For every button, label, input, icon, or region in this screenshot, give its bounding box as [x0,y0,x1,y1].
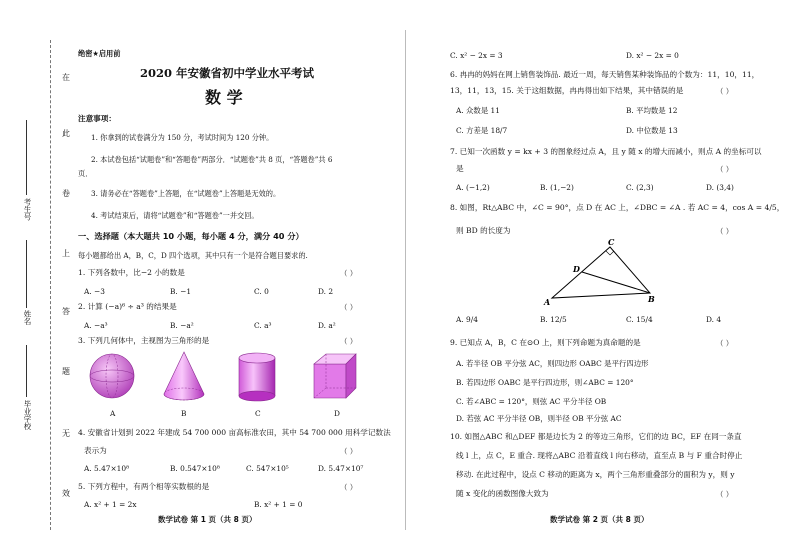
note-item: 2. 本试卷包括“试题卷”和“答题卷”两部分．“试题卷”共 8 页，“答题卷”共 6 [91,155,333,164]
binding-char: 效 [62,489,70,498]
question-7-text-cont: 是 [456,164,464,173]
note-item: 4. 考试结束后，请将“试题卷”和“答题卷”一并交回。 [91,211,259,220]
binding-char: 上 [62,249,70,258]
q3-label-a: A [110,409,116,418]
q3-label-c: C [255,409,261,418]
q8-option-a: A. 9/4 [456,315,478,324]
q7-option-b: B. (1,−2) [540,183,574,192]
sphere-figure [90,354,134,398]
question-10-text: 10. 如图△ABC 和△DEF 都是边长为 2 的等边三角形，它们的边 BC，EF 在同一条直 [450,432,742,441]
candidate-number-label: 考生号 [23,198,32,221]
q6-option-d: D. 中位数是 13 [626,126,678,135]
q1-option-c: C. 0 [254,287,269,296]
q7-option-a: A. (−1,2) [456,183,490,192]
answer-paren: （ ） [340,447,358,456]
q6-option-b: B. 平均数是 12 [626,106,678,115]
answer-paren: （ ） [340,303,358,312]
note-item: 1. 你拿到的试卷满分为 150 分，考试时间为 120 分钟。 [91,133,274,142]
q3-label-d: D [334,409,340,418]
section-intro: 每小题都给出 A，B，C，D 四个选项，其中只有一个是符合题目要求的. [78,251,308,260]
notes-title: 注意事项： [78,114,116,123]
q9-option-c: C. 若∠ABC = 120°，则弦 AC 平分半径 OB [456,397,607,406]
q3-figures [88,350,358,402]
exam-title: 2020 年安徽省初中学业水平考试 [140,66,315,80]
q8-option-d: D. 4 [706,315,722,324]
q6-option-a: A. 众数是 11 [456,106,500,115]
q4-option-a: A. 5.47×10⁸ [84,464,130,473]
question-6-text-cont: 13，11，13，15. 关于这组数据，冉冉得出如下结果，其中错误的是 [450,86,684,95]
section-heading: 一、选择题（本大题共 10 小题，每小题 4 分，满分 40 分） [78,231,304,241]
binding-line [50,40,51,530]
question-8-text: 8. 如图，Rt△ABC 中，∠C = 90°，点 D 在 AC 上，∠DBC = ∠A . 若 AC = 4，cos A = 4/5， [450,203,785,212]
q4-option-b: B. 0.547×10⁸ [170,464,220,473]
q1-option-a: A. −3 [84,287,105,296]
answer-paren: （ ） [340,269,358,278]
cylinder-figure [239,353,275,401]
binding-char: 无 [62,429,70,438]
note-item: 页． [78,169,93,178]
q4-option-d: D. 5.47×10⁷ [318,464,364,473]
q1-option-b: B. −1 [170,287,192,296]
question-10-text-cont: 随 x 变化的函数图像大致为 [456,489,549,498]
question-3-text: 3. 下列几何体中，主视图为三角形的是 [78,336,210,345]
page-2-footer: 数学试卷 第 2 页（共 8 页） [550,515,649,524]
answer-paren: （ ） [716,165,734,174]
question-10-text-cont: 移动. 在此过程中，设点 C 移动的距离为 x，两个三角形重叠部分的面积为 y，则 y [456,470,735,479]
question-2-text: 2. 计算 (−a)⁶ ÷ a³ 的结果是 [78,302,177,311]
point-label: B [648,294,655,304]
name-label: 姓名 [23,310,32,325]
q3-label-b: B [181,409,187,418]
q2-option-d: D. a² [318,321,336,330]
q8-triangle-figure [540,238,665,308]
name-line[interactable] [26,240,27,308]
q5-option-a: A. x² + 1 = 2x [84,500,137,509]
cube-figure [314,354,356,398]
candidate-number-line[interactable] [26,120,27,195]
answer-paren: （ ） [716,339,734,348]
question-1-text: 1. 下列各数中，比−2 小的数是 [78,268,185,277]
answer-paren: （ ） [340,483,358,492]
binding-char: 卷 [62,189,70,198]
point-label: D [573,264,580,274]
school-line[interactable] [26,345,27,397]
binding-char: 题 [62,367,70,376]
q2-option-c: C. a³ [254,321,272,330]
question-4-text-cont: 表示为 [84,446,107,455]
question-6-text: 6. 冉冉的妈妈在网上销售装饰品. 最近一周，每天销售某种装饰品的个数为：11，10，11， [450,70,760,79]
school-label: 毕业学校 [23,400,32,430]
q6-option-c: C. 方差是 18/7 [456,126,508,135]
q1-option-d: D. 2 [318,287,334,296]
binding-char: 答 [62,307,70,316]
q9-option-d: D. 若弦 AC 平分半径 OB，则半径 OB 平分弦 AC [456,414,622,423]
q7-option-d: D. (3,4) [706,183,734,192]
question-7-text: 7. 已知一次函数 y = kx + 3 的图象经过点 A，且 y 随 x 的增大而减小，则点 A 的坐标可以 [450,147,762,156]
cone-figure [164,352,204,400]
page-1-footer: 数学试卷 第 1 页（共 8 页） [158,515,257,524]
q9-option-b: B. 若四边形 OABC 是平行四边形，则∠ABC = 120° [456,378,634,387]
q5-option-d: D. x² − 2x = 0 [626,51,679,60]
q7-option-c: C. (2,3) [626,183,654,192]
binding-char: 此 [62,129,70,138]
answer-paren: （ ） [716,227,734,236]
q2-option-b: B. −a² [170,321,194,330]
q5-option-b: B. x² + 1 = 0 [254,500,303,509]
binding-char: 在 [62,73,70,82]
note-item: 3. 请务必在“答题卷”上答题，在“试题卷”上答题是无效的。 [91,189,281,198]
answer-paren: （ ） [716,87,734,96]
q5-option-c: C. x² − 2x = 3 [450,51,503,60]
q8-option-c: C. 15/4 [626,315,653,324]
answer-paren: （ ） [716,490,734,499]
answer-paren: （ ） [340,337,358,346]
q2-option-a: A. −a³ [84,321,108,330]
page-divider [405,30,406,530]
q4-option-c: C. 547×10⁵ [246,464,289,473]
confidential-mark: 绝密★启用前 [78,49,121,58]
question-8-text-cont: 则 BD 的长度为 [456,226,511,235]
point-label: A [544,297,551,307]
question-9-text: 9. 已知点 A，B，C 在⊙O 上，则下列命题为真命题的是 [450,338,641,347]
question-4-text: 4. 安徽省计划到 2022 年建成 54 700 000 亩高标准农田，其中 54 700 000 用科学记数法 [78,428,391,437]
question-10-text-cont: 线 l 上，点 C，E 重合. 现将△ABC 沿着直线 l 向右移动，直至点 B 与 F 重合时停止 [456,451,743,460]
subject-title: 数 学 [205,88,243,107]
question-5-text: 5. 下列方程中，有两个相等实数根的是 [78,482,210,491]
q8-option-b: B. 12/5 [540,315,567,324]
point-label: C [608,238,615,247]
q9-option-a: A. 若半径 OB 平分弦 AC，则四边形 OABC 是平行四边形 [456,359,649,368]
